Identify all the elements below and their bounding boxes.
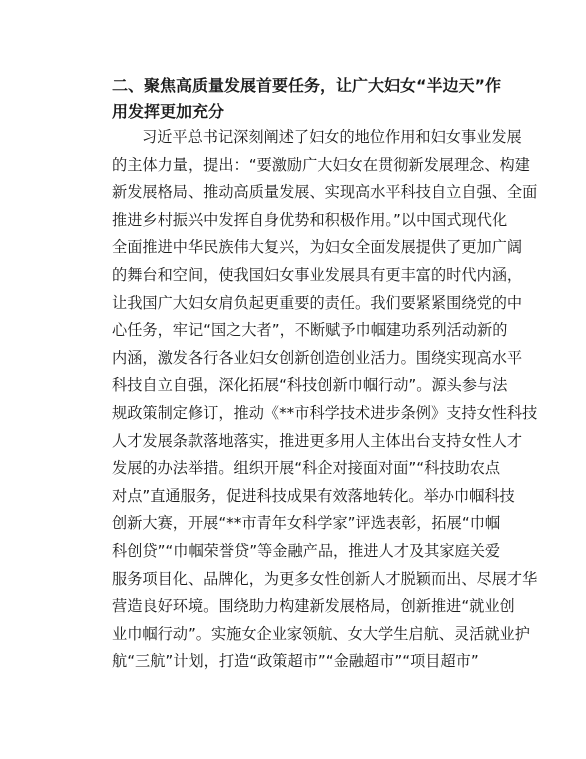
body-paragraph bbox=[112, 124, 538, 676]
section-heading bbox=[112, 73, 502, 125]
paragraph-line: 心任务，牢记“国之大者”，不断赋予巾帼建功系列活动新的 bbox=[112, 321, 508, 340]
heading-line: 二、聚焦高质量发展首要任务，让广大妇女“半边天”作 bbox=[112, 76, 502, 95]
paragraph-line: 的主体力量，提出：“要激励广大妇女在贯彻新发展理念、构建 bbox=[112, 155, 530, 174]
paragraph-line: 规政策制定修订，推动《**市科学技术进步条例》支持女性科技 bbox=[112, 403, 538, 422]
paragraph-line: 让我国广大妇女肩负起更重要的责任。我们要紧紧围绕党的中 bbox=[112, 293, 523, 312]
paragraph-line: 科技自立自强，深化拓展“科技创新巾帼行动”。源头参与法 bbox=[112, 376, 508, 395]
heading-line: 用发挥更加充分 bbox=[112, 102, 225, 121]
paragraph-line: 科创贷”“巾帼荣誉贷”等金融产品，推进人才及其家庭关爱 bbox=[112, 541, 501, 560]
paragraph-line: 的舞台和空间，使我国妇女事业发展具有更丰富的时代内涵， bbox=[112, 265, 523, 284]
paragraph-line: 内涵，激发各行各业妇女创新创造创业活力。围绕实现高水平 bbox=[112, 348, 523, 367]
paragraph-line: 人才发展条款落地落实，推进更多用人主体出台支持女性人才 bbox=[112, 431, 523, 450]
paragraph-line: 营造良好环境。围绕助力构建新发展格局，创新推进“就业创 bbox=[112, 597, 515, 616]
paragraph-line: 创新大赛，开展“**市青年女科学家”评选表彰，拓展“巾帼 bbox=[112, 514, 501, 533]
paragraph-line: 服务项目化、品牌化，为更多女性创新人才脱颖而出、尽展才华 bbox=[112, 569, 538, 588]
paragraph-line: 习近平总书记深刻阐述了妇女的地位作用和妇女事业发展 bbox=[142, 128, 522, 146]
paragraph-line: 航“三航”计划，打造“政策超市”“金融超市”“项目超市” bbox=[112, 652, 479, 671]
paragraph-line: 对点”直通服务，促进科技成果有效落地转化。举办巾帼科技 bbox=[112, 486, 515, 505]
paragraph-line: 推进乡村振兴中发挥自身优势和积极作用。”以中国式现代化 bbox=[112, 210, 508, 229]
paragraph-line: 新发展格局、推动高质量发展、实现高水平科技自立自强、全面 bbox=[112, 183, 538, 202]
paragraph-line: 发展的办法举措。组织开展“科企对接面对面”“科技助农点 bbox=[112, 459, 501, 478]
paragraph-line: 全面推进中华民族伟大复兴，为妇女全面发展提供了更加广阔 bbox=[112, 238, 523, 257]
paragraph-line: 业巾帼行动”。实施女企业家领航、女大学生启航、灵活就业护 bbox=[112, 624, 530, 643]
